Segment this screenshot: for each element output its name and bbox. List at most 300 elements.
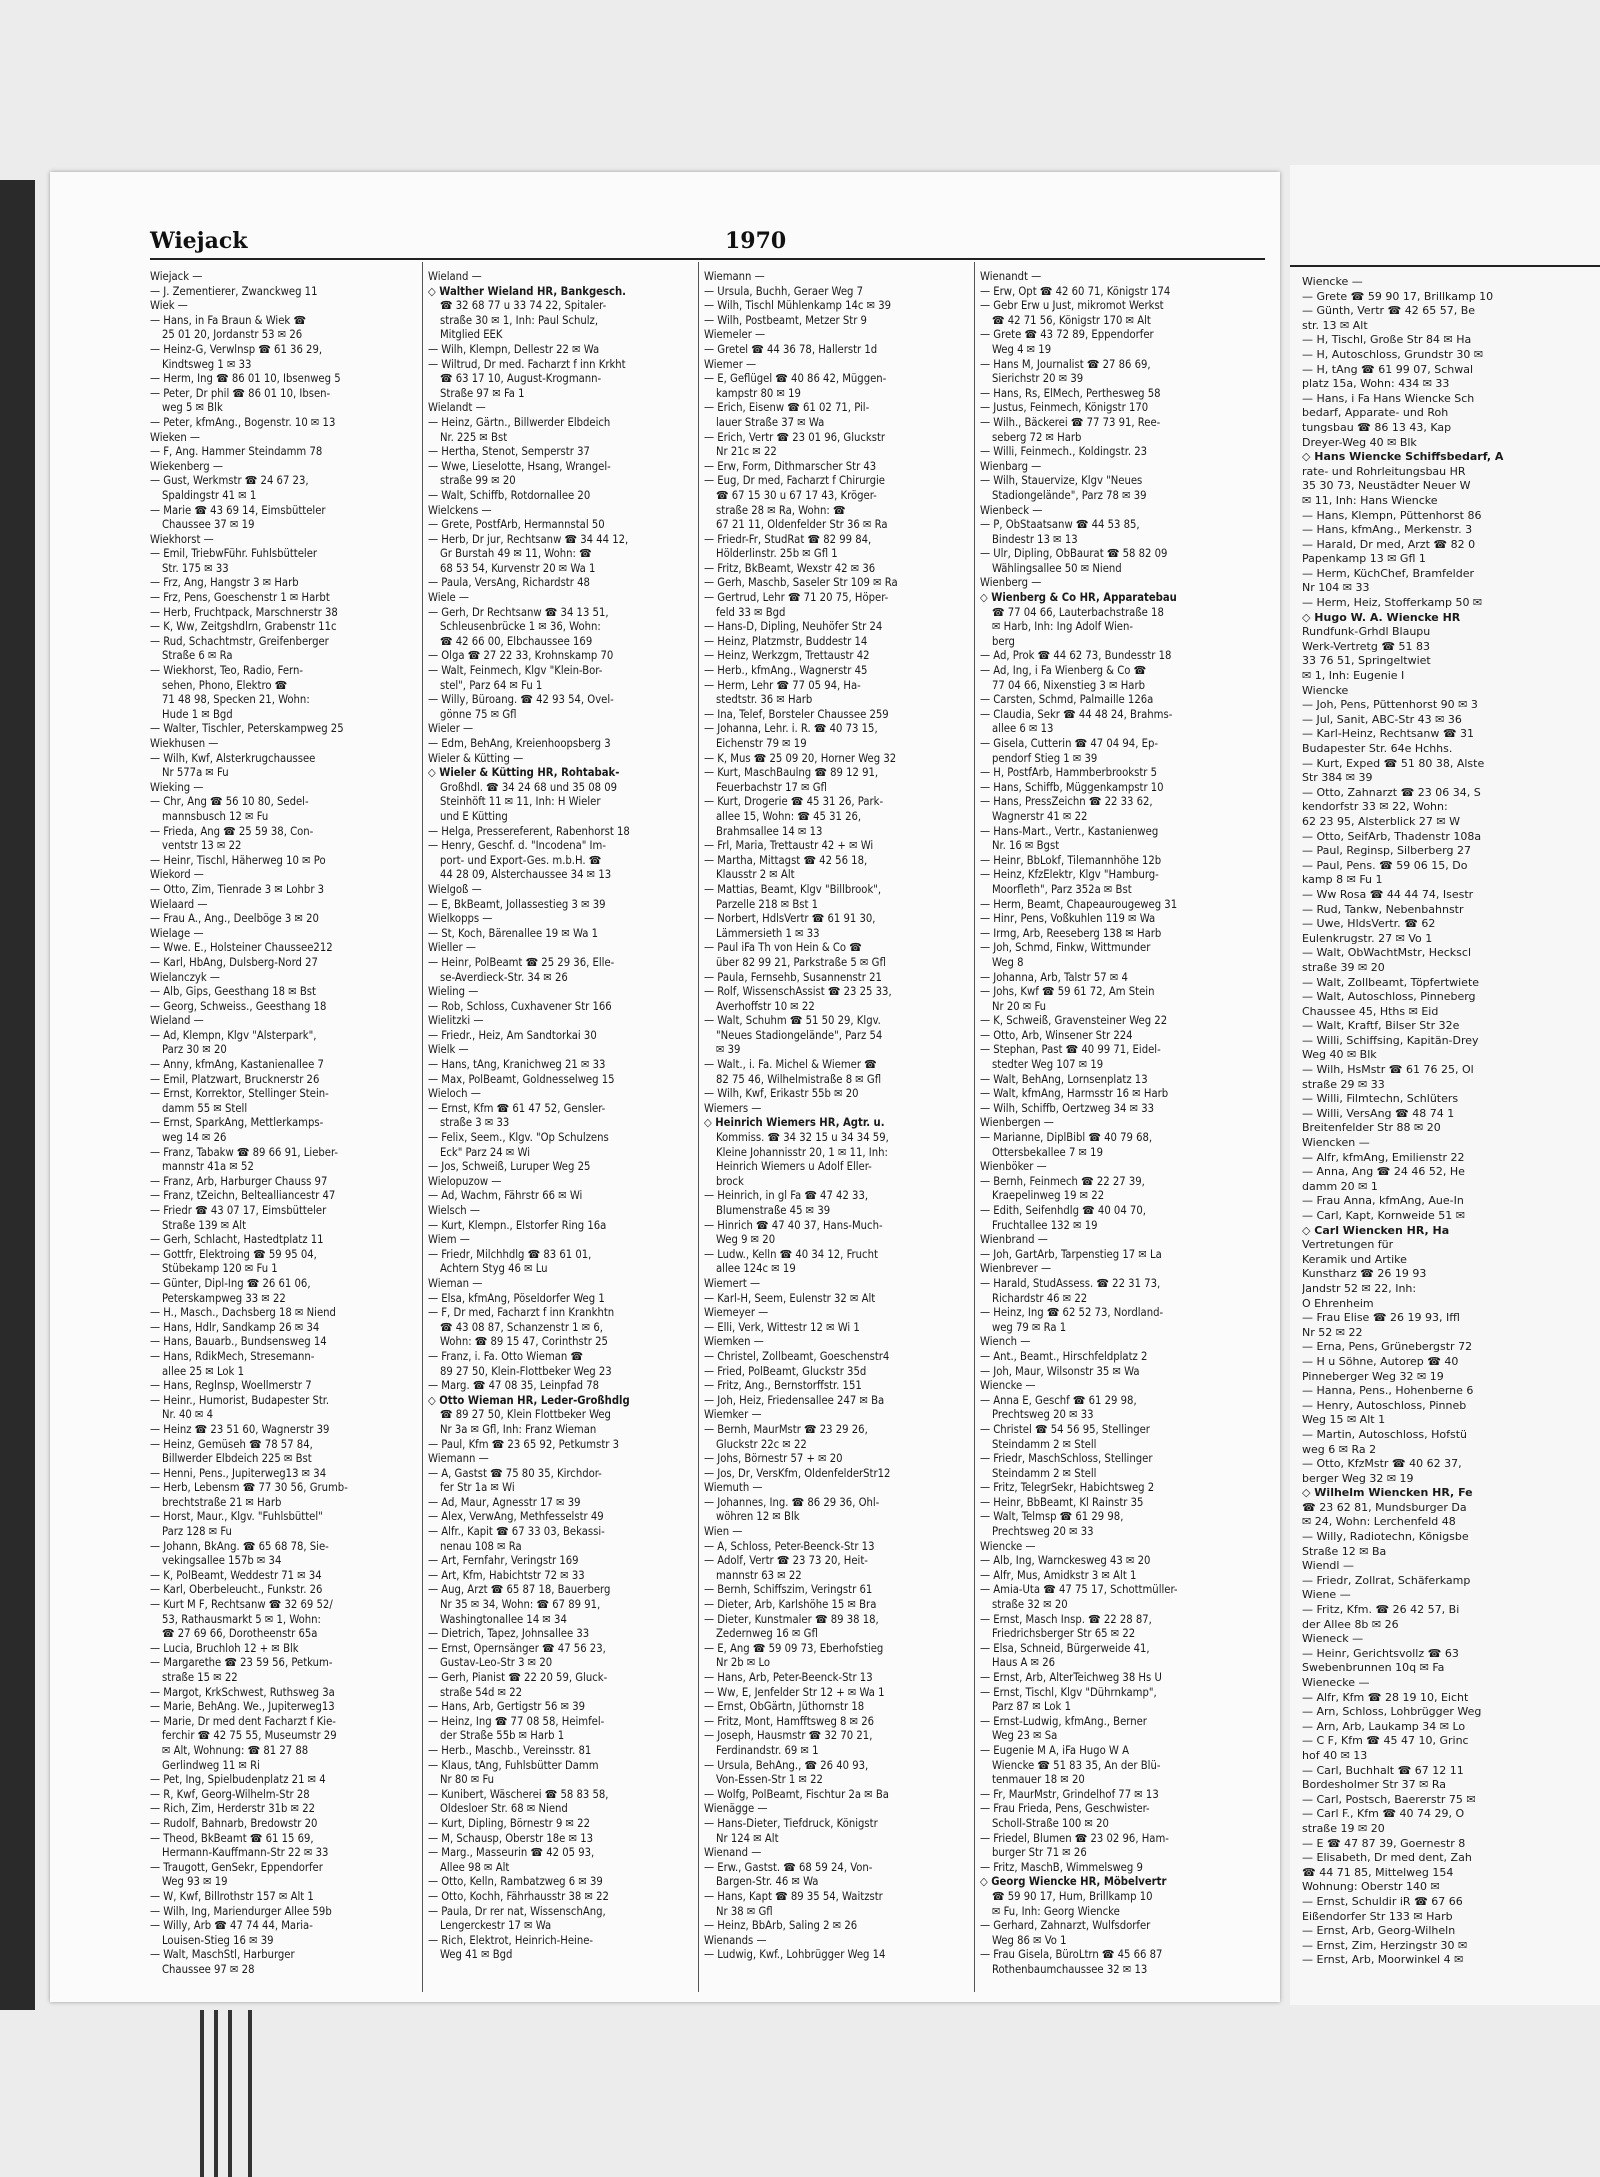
directory-entry: — Heinz, Ing ☎ 62 52 73, Nordland- [980,1306,1164,1320]
directory-entry: — Ernst, Opernsänger ☎ 47 56 23, [428,1641,606,1655]
directory-entry: — Johs, Kwf ☎ 59 61 72, Am Stein [980,985,1155,999]
directory-entry: vekingsallee 157b ✉ 34 [162,1554,282,1568]
directory-entry: — Marg. ☎ 47 08 35, Leinpfad 78 [428,1379,600,1393]
directory-entry: — Fritz, TelegrSekr, Habichtsweg 2 [980,1481,1155,1495]
surname-heading: Wieller — [428,941,476,955]
directory-entry: Gluckstr 22c ✉ 22 [716,1437,807,1451]
directory-entry: — Heinz, Gemüseh ☎ 78 57 84, [150,1437,313,1451]
directory-entry: — Bernh, Schiffszim, Veringstr 61 [704,1583,873,1597]
directory-entry: Kunstharz ☎ 26 19 93 [1302,1267,1427,1281]
surname-heading: Wielckens — [428,503,492,517]
directory-entry: Lengerckestr 17 ✉ Wa [440,1919,552,1933]
directory-entry: — Hanna, Pens., Hohenberne 6 [1302,1384,1474,1398]
directory-entry: Breitenfelder Str 88 ✉ 20 [1302,1121,1441,1135]
directory-entry: — Hans, kfmAng., Merkenstr. 3 [1302,523,1473,537]
directory-entry: Brahmsallee 14 ✉ 13 [716,824,823,838]
directory-entry: — Alfr, Mus, Amidkstr 3 ✉ Alt 1 [980,1568,1137,1582]
directory-entry: — Johanna, Lehr. i. R. ☎ 40 73 15, [704,722,878,736]
directory-entry: Eißendorfer Str 133 ✉ Harb [1302,1909,1453,1923]
directory-entry: — Rich, Zim, Herderstr 31b ✉ 22 [150,1802,316,1816]
directory-entry: — Ernst, Arb, AlterTeichweg 38 Hs U [980,1671,1162,1684]
directory-entry: — Dieter, Arb, Karlshöhe 15 ✉ Bra [704,1598,877,1612]
directory-entry: Gr Burstah 49 ✉ 11, Wohn: ☎ [440,547,592,561]
directory-entry: — Martin, Autoschloss, Hofstü [1302,1427,1468,1441]
directory-entry: 68 53 54, Kurvenstr 20 ✉ Wa 1 [440,561,596,575]
directory-entry: Wiencken — [1302,1136,1370,1150]
directory-entry: — Ursula, Buchh, Geraer Weg 7 [704,284,864,298]
directory-entry: ✉ 1, Inh: Eugenie I [1302,669,1405,683]
directory-entry: — Ad, Klempn, Klgv "Alsterpark", [150,1028,317,1042]
surname-heading: Wien — [704,1525,743,1539]
directory-entry: Weg 86 ✉ Vo 1 [992,1933,1067,1947]
directory-entry: ☎ 42 66 00, Elbchaussee 169 [440,634,593,648]
directory-entry: — Paul, Pens. ☎ 59 06 15, Do [1302,858,1468,872]
directory-entry: 35 30 73, Neustädter Neuer W [1302,479,1471,493]
directory-entry: — Willi, VersAng ☎ 48 74 1 [1302,1106,1455,1120]
directory-entry: — Hertha, Stenot, Semperstr 37 [428,445,590,459]
directory-entry: — Frau Frieda, Pens, Geschwister- [980,1802,1150,1816]
directory-entry: ◇ Otto Wieman HR, Leder-Großhdlg [428,1393,630,1407]
directory-entry: — Chr, Ang ☎ 56 10 80, Sedel- [150,795,309,809]
directory-entry: Klausstr 2 ✉ Alt [716,868,795,882]
directory-entry: Wiencke [1302,683,1349,697]
surname-heading: Wielsch — [428,1204,480,1217]
directory-entry: Hölderlinstr. 25b ✉ Gfl 1 [716,547,838,561]
surname-heading: Wieking — [150,780,204,794]
surname-heading: Wiekord — [150,868,204,882]
directory-entry: brock [716,1174,744,1188]
directory-entry: — Friedr, Milchhdlg ☎ 83 61 01, [428,1247,592,1261]
directory-entry: — Franz, i. Fa. Otto Wieman ☎ [428,1349,584,1363]
directory-entry: — K, Mus ☎ 25 09 20, Horner Weg 32 [704,751,897,765]
directory-entry: Hermann-Kauffmann-Str 22 ✉ 33 [162,1846,329,1860]
directory-entry: — Heinz-G, Verwlnsp ☎ 61 36 29, [150,342,323,356]
directory-entry: straße 99 ✉ 20 [440,474,516,488]
directory-entry: Nr. 40 ✉ 4 [162,1408,214,1422]
directory-entry: — Willi, Schiffsing, Kapitän-Drey [1302,1033,1479,1047]
directory-entry: Chaussee 37 ✉ 19 [162,518,255,532]
directory-entry: — Edith, Seifenhdlg ☎ 40 04 70, [980,1204,1146,1217]
directory-entry: — Herb, Lebensm ☎ 77 30 56, Grumb- [150,1481,348,1495]
directory-entry: Zedernweg 16 ✉ Gfl [716,1627,818,1641]
directory-entry: — Claudia, Sekr ☎ 44 48 24, Brahms- [980,707,1173,721]
directory-entry: Eck" Parz 24 ✉ Wi [440,1145,531,1159]
directory-entry: — Ernst, Arb, Moorwinkel 4 ✉ [1302,1953,1464,1967]
directory-entry: — Stephan, Past ☎ 40 99 71, Eidel- [980,1043,1161,1057]
directory-entry: Nr 124 ✉ Alt [716,1831,779,1845]
directory-entry: — Horst, Maur., Klgv. "Fuhlsbüttel" [150,1510,323,1524]
directory-entry: straße 30 ✉ 1, Inh: Paul Schulz, [440,313,599,327]
directory-entry: — Hans-D, Dipling, Neuhöfer Str 24 [704,620,883,634]
directory-entry: — Christel ☎ 54 56 95, Stellinger [980,1422,1150,1436]
directory-entry: — Elisabeth, Dr med dent, Zah [1302,1851,1472,1865]
directory-entry: — H, tAng ☎ 61 99 07, Schwal [1302,362,1474,376]
directory-entry: Gustav-Leo-Str 3 ✉ 20 [440,1656,553,1670]
directory-entry: — Hans, RdikMech, Stresemann- [150,1349,315,1363]
directory-entry: — Art, Kfm, Habichtstr 72 ✉ 33 [428,1568,585,1582]
directory-entry: Ferdinandstr. 69 ✉ 1 [716,1743,819,1757]
directory-entry: straße 29 ✉ 33 [1302,1077,1385,1091]
directory-entry: — Norbert, HdlsVertr ☎ 61 91 30, [704,912,876,926]
directory-entry: — Paula, VersAng, Richardstr 48 [428,576,590,590]
directory-entry: — Karl-H, Seem, Eulenstr 32 ✉ Alt [704,1291,876,1305]
directory-entry: — Friedr., Heiz, Am Sandtorkai 30 [428,1028,597,1042]
directory-entry: — Walt, Schuhm ☎ 51 50 29, Klgv. [704,1014,881,1028]
directory-entry: kamp 8 ✉ Fu 1 [1302,873,1383,887]
directory-entry: — Fritz, MaschB, Wimmelsweg 9 [980,1860,1143,1874]
directory-entry: bedarf, Apparate- und Roh [1302,406,1449,420]
directory-entry: Wiencke — [1302,275,1363,288]
directory-entry: — Joh, Schmd, Finkw, Wittmunder [980,941,1151,955]
directory-entry: — K, Ww, Zeitgshdlrn, Grabenstr 11c [150,620,337,634]
directory-entry: — Otto, Zahnarzt ☎ 23 06 34, S [1302,785,1481,799]
directory-entry: — Ad, Wachm, Fährstr 66 ✉ Wi [428,1189,583,1203]
directory-entry: — Alb, Gips, Geesthang 18 ✉ Bst [150,985,316,999]
directory-entry: — Frau Elise ☎ 26 19 93, Iffl [1302,1311,1460,1325]
directory-entry: — Walt, MaschStl, Harburger [150,1948,295,1962]
directory-entry: — Herm, Beamt, Chapeaurougeweg 31 [980,897,1178,911]
directory-entry: — Frieda, Ang ☎ 25 59 38, Con- [150,824,314,838]
directory-entry: wöhren 12 ✉ Blk [716,1510,800,1524]
directory-entry: 53, Rathausmarkt 5 ✉ 1, Wohn: [162,1612,321,1626]
directory-entry: — Wwe. E., Holsteiner Chaussee212 [150,941,333,955]
directory-entry: — Heinr, BbBeamt, Kl Rainstr 35 [980,1495,1144,1509]
directory-entry: — Wilh, Kwf, Erikastr 55b ✉ 20 [704,1087,859,1101]
directory-entry: hof 40 ✉ 13 [1302,1748,1368,1762]
directory-entry: Heinrich Wiemers u Adolf Eller- [716,1160,872,1174]
directory-entry: — Gretel ☎ 44 36 78, Hallerstr 1d [704,342,878,356]
directory-entry: — Ludwig, Kwf., Lohbrügger Weg 14 [704,1948,886,1962]
directory-column-4 [980,270,1245,1990]
directory-entry: — A, Schloss, Peter-Beenck-Str 13 [704,1539,875,1553]
directory-entry: — Frz, Ang, Hangstr 3 ✉ Harb [150,576,299,590]
directory-entry: Straße 97 ✉ Fa 1 [440,386,525,400]
directory-entry: stedter Weg 107 ✉ 19 [992,1058,1104,1072]
directory-entry: — Rudolf, Bahnarb, Bredowstr 20 [150,1816,318,1830]
directory-entry: — Heinr., Humorist, Budapester Str. [150,1393,330,1407]
directory-entry: — Henry, Autoschloss, Pinneb [1302,1398,1467,1412]
page-header [150,228,1260,262]
directory-entry: gönne 75 ✉ Gfl [440,707,517,721]
directory-entry: — Paul iFa Th von Hein & Co ☎ [704,941,862,955]
directory-entry: — Theod, BkBeamt ☎ 61 15 69, [150,1831,314,1845]
directory-entry: der Allee 8b ✉ 26 [1302,1617,1399,1631]
directory-entry: — Rud, Tankw, Nebenbahnstr [1302,902,1464,916]
directory-entry: damm 55 ✉ Stell [162,1101,248,1115]
directory-entry: Stübekamp 120 ✉ Fu 1 [162,1262,278,1276]
directory-entry: Wagnerstr 41 ✉ 22 [992,809,1088,823]
directory-entry: — Walt, Telmsp ☎ 61 29 98, [980,1510,1124,1524]
directory-entry: — Heinr, PolBeamt ☎ 25 29 36, Elle- [428,955,615,969]
directory-entry: — Fritz, Kfm. ☎ 26 42 57, Bi [1302,1603,1460,1617]
directory-entry: — Hans, in Fa Braun & Wiek ☎ [150,313,306,327]
column-divider [422,262,423,1992]
directory-entry: — Wilh., Bäckerei ☎ 77 73 91, Ree- [980,415,1161,429]
directory-entry: weg 14 ✉ 26 [162,1131,227,1145]
directory-entry: Str. 175 ✉ 33 [162,561,229,575]
directory-entry: — Gertrud, Lehr ☎ 71 20 75, Höper- [704,591,889,605]
directory-entry: Fruchtallee 132 ✉ 19 [992,1218,1098,1232]
directory-entry: — Arn, Schloss, Lohbrügger Weg [1302,1705,1482,1719]
directory-entry: — Hans, Rs, ElMech, Perthesweg 58 [980,386,1161,400]
directory-entry: — H u Söhne, Autorep ☎ 40 [1302,1354,1459,1368]
directory-entry: — Walt, Feinmech, Klgv "Klein-Bor- [428,664,603,678]
directory-entry: rate- und Rohrleitungsbau HR [1302,464,1466,478]
directory-entry: Hude 1 ✉ Bgd [162,707,233,721]
running-head-name: Wiejack [150,228,248,254]
directory-entry: berger Weg 32 ✉ 19 [1302,1471,1414,1485]
directory-entry: 25 01 20, Jordanstr 53 ✉ 26 [162,328,303,342]
directory-entry: Wieneck — [1302,1632,1364,1646]
surname-heading: Wieler & Kütting — [428,751,524,765]
surname-heading: Wienands — [704,1933,767,1947]
directory-entry: — Kurt, MaschBaulng ☎ 89 12 91, [704,766,879,780]
directory-entry: Wiene — [1302,1588,1351,1602]
directory-entry: — Ernst, Kfm ☎ 61 47 52, Gensler- [428,1101,606,1115]
directory-entry: Straße 12 ✉ Ba [1302,1544,1387,1558]
directory-entry: Wiendl — [1302,1559,1354,1573]
directory-entry: — Frau Anna, kfmAng, Aue-In [1302,1194,1464,1208]
directory-entry: — E, Ang ☎ 59 09 73, Eberhofstieg [704,1641,884,1655]
surname-heading: Wieling — [428,985,479,999]
directory-entry: — Rud, Schachtmstr, Greifenberger [150,634,329,648]
directory-entry: sehen, Phono, Elektro ☎ [162,678,288,692]
directory-entry: — E, BkBeamt, Jollassestieg 3 ✉ 39 [428,897,606,911]
directory-entry: — Art, Fernfahr, Veringstr 169 [428,1554,579,1568]
directory-entry: — Johann, BkAng. ☎ 65 68 78, Sie- [150,1539,329,1553]
directory-entry: Weg 40 ✉ Blk [1302,1048,1377,1062]
directory-entry: — Paul, Kfm ☎ 23 65 92, Petkumstr 3 [428,1437,620,1451]
directory-entry: — K, Schweiß, Gravensteiner Weg 22 [980,1014,1168,1028]
directory-entry: — Joseph, Hausmstr ☎ 32 70 21, [704,1729,873,1743]
surname-heading: Wiekenberg — [150,459,223,473]
directory-entry: Nr 20 ✉ Fu [992,999,1047,1013]
directory-entry: Kraepelinweg 19 ✉ 22 [992,1189,1105,1203]
directory-entry: — Hans-Mart., Vertr., Kastanienweg [980,824,1159,838]
surname-heading: Wielage — [150,926,204,940]
directory-entry: allee 25 ✉ Lok 1 [162,1364,244,1378]
surname-heading: Wiemeyer — [704,1306,769,1320]
directory-entry: — Hinrich ☎ 47 40 37, Hans-Much- [704,1218,883,1232]
directory-entry: — Gerh, Pianist ☎ 22 20 59, Gluck- [428,1671,608,1684]
directory-entry: ☎ 27 69 66, Dorotheenstr 65a [162,1627,318,1641]
directory-entry: — Heinrich, in gl Fa ☎ 47 42 33, [704,1189,869,1203]
directory-entry: Friedrichsberger Str 65 ✉ 22 [992,1627,1136,1641]
directory-entry: — Justus, Feinmech, Königstr 170 [980,401,1149,415]
directory-entry: — Gisela, Cutterin ☎ 47 04 94, Ep- [980,737,1158,750]
directory-entry: — Uwe, HldsVertr. ☎ 62 [1302,917,1436,931]
directory-entry: — Johs, Börnestr 57 + ✉ 20 [704,1452,843,1466]
directory-entry: — Herb, Fruchtpack, Marschnerstr 38 [150,605,338,619]
directory-entry: — Ad, Maur, Agnesstr 17 ✉ 39 [428,1495,581,1509]
directory-entry: — Dietrich, Tapez, Johnsallee 33 [428,1627,590,1641]
directory-entry: "Neues Stadiongelände", Parz 54 [716,1028,883,1042]
directory-entry: — H., Masch., Dachsberg 18 ✉ Niend [150,1306,336,1320]
directory-entry: — Traugott, GenSekr, Eppendorfer [150,1860,323,1874]
directory-entry: — Helga, Pressereferent, Rabenhorst 18 [428,824,630,838]
directory-entry: — Willy, Büroang. ☎ 42 93 54, Ovel- [428,693,614,707]
directory-entry: — Herm, Lehr ☎ 77 05 94, Ha- [704,678,861,692]
directory-entry: — Olga ☎ 27 22 33, Krohnskamp 70 [428,649,614,663]
directory-entry: stedtstr. 36 ✉ Harb [716,693,813,707]
directory-entry: Louisen-Stieg 16 ✉ 39 [162,1933,274,1947]
directory-entry: Wiencke ☎ 51 83 35, An der Blü- [992,1758,1161,1772]
directory-entry: ventstr 13 ✉ 22 [162,839,242,853]
directory-entry: ☎ 59 90 17, Hum, Brillkamp 10 [992,1889,1153,1903]
directory-entry: ◇ Hans Wiencke Schiffsbedarf, A [1302,450,1504,464]
directory-entry: — Karl, Oberbeleucht., Funkstr. 26 [150,1583,323,1597]
directory-entry: lauer Straße 37 ✉ Wa [716,415,825,429]
directory-entry: — Lucia, Bruchloh 12 + ✉ Blk [150,1641,299,1655]
directory-entry: — Wilh, Kwf, Alsterkrugchaussee [150,751,316,765]
directory-entry: — Jos, Schweiß, Luruper Weg 25 [428,1160,591,1174]
directory-entry: — Johanna, Arb, Talstr 57 ✉ 4 [980,970,1128,984]
directory-entry: 44 28 09, Alsterchaussee 34 ✉ 13 [440,868,612,882]
directory-entry: — H, PostfArb, Hammberbrookstr 5 [980,766,1157,780]
directory-entry: — Harald, StudAssess. ☎ 22 31 73, [980,1276,1161,1290]
directory-entry: — Max, PolBeamt, Goldnesselweg 15 [428,1072,615,1086]
directory-entry: — Erna, Pens, Grünebergstr 72 [1302,1340,1473,1354]
directory-entry: Großhdl. ☎ 34 24 68 und 35 08 09 [440,780,618,794]
directory-entry: Wienecke — [1302,1676,1370,1689]
directory-entry: — Friedr-Fr, StudRat ☎ 82 99 84, [704,532,872,546]
directory-entry: ◇ Wienberg & Co HR, Apparatebau [980,591,1177,605]
directory-entry: ◇ Heinrich Wiemers HR, Agtr. u. [704,1116,885,1130]
directory-entry: Chaussee 97 ✉ 28 [162,1962,255,1976]
directory-entry: Weg 4 ✉ 19 [992,342,1052,356]
directory-entry: — Joh, Maur, Wilsonstr 35 ✉ Wa [980,1364,1140,1378]
directory-entry: — Hans, Arb, Gertigstr 56 ✉ 39 [428,1700,586,1714]
directory-entry: — Elsa, Schneid, Bürgerweide 41, [980,1641,1150,1655]
directory-entry: — E, Geflügel ☎ 40 86 42, Müggen- [704,372,887,386]
directory-entry: — Franz, tZeichn, Beltealliancestr 47 [150,1189,336,1203]
directory-entry: — Klaus, tAng, Fuhlsbütter Damm [428,1758,599,1772]
directory-entry: Dreyer-Weg 40 ✉ Blk [1302,435,1417,449]
directory-entry: — Hans, Reglnsp, Woellmerstr 7 [150,1379,312,1393]
directory-entry: — W, Kwf, Billrothstr 157 ✉ Alt 1 [150,1889,314,1903]
directory-entry: 67 21 11, Oldenfelder Str 36 ✉ Ra [716,518,888,532]
directory-entry: — Fritz, Ang., Bernstorffstr. 151 [704,1379,862,1393]
directory-entry: — Emil, TriebwFühr. Fuhlsbütteler [150,547,318,561]
directory-entry: — Ww Rosa ☎ 44 44 74, Isestr [1302,887,1474,901]
directory-entry: — Heinz, Werkzgm, Trettaustr 42 [704,649,870,663]
directory-entry: Achtern Styg 46 ✉ Lu [440,1262,548,1276]
directory-entry: — Ernst, SparkAng, Mettlerkamps- [150,1116,324,1130]
directory-entry: straße 19 ✉ 20 [1302,1821,1385,1835]
directory-entry: ✉ Alt, Wohnung: ☎ 81 27 88 [162,1743,309,1757]
directory-entry: Bordesholmer Str 37 ✉ Ra [1302,1778,1447,1792]
directory-entry: platz 15a, Wohn: 434 ✉ 33 [1302,377,1450,391]
directory-entry: — Ernst, Korrektor, Stellinger Stein- [150,1087,329,1101]
directory-entry: — Grete, PostfArb, Hermannstal 50 [428,518,605,532]
directory-entry: Weg 93 ✉ 19 [162,1875,228,1889]
directory-entry: Nr. 16 ✉ Bgst [992,839,1060,853]
directory-entry: — Erich, Vertr ☎ 23 01 96, Gluckstr [704,430,886,444]
directory-entry: — M, Schausp, Oberstr 18e ✉ 13 [428,1831,594,1845]
directory-entry: — Wwe, Lieselotte, Hsang, Wrangel- [428,459,611,473]
directory-entry: — Gerhard, Zahnarzt, Wulfsdorfer [980,1919,1151,1933]
directory-entry: Eichenstr 79 ✉ 19 [716,737,807,750]
directory-entry: — F, Ang. Hammer Steindamm 78 [150,445,323,459]
directory-entry: — Willy, Radiotechn, Königsbe [1302,1530,1469,1544]
directory-entry: Schleusenbrücke 1 ✉ 36, Wohn: [440,620,601,634]
surname-heading: Wielk — [428,1043,469,1057]
surname-heading: Wieman — [428,1276,483,1290]
surname-heading: Wielanczyk — [150,970,220,984]
directory-entry: — Herb., Maschb., Vereinsstr. 81 [428,1743,592,1757]
directory-entry: ◇ Walther Wieland HR, Bankgesch. [428,284,626,298]
directory-entry: — Anny, kfmAng, Kastanienallee 7 [150,1058,324,1072]
directory-entry: Von-Essen-Str 1 ✉ 22 [716,1773,823,1787]
surname-heading: Wienbeck — [980,503,1043,517]
directory-entry: — Eug, Dr med, Facharzt f Chirurgie [704,474,885,488]
directory-entry: — Hans, Arb, Peter-Beenck-Str 13 [704,1671,873,1684]
directory-entry: allee 124c ✉ 19 [716,1262,796,1276]
directory-entry: Prechtsweg 20 ✉ 33 [992,1408,1094,1422]
surname-heading: Wiemeler — [704,328,766,342]
directory-entry: str. 13 ✉ Alt [1302,318,1368,332]
directory-entry: ☎ 23 62 81, Mundsburger Da [1302,1500,1467,1514]
directory-entry: — Walter, Tischler, Peterskampweg 25 [150,722,344,736]
directory-entry: — Wiltrud, Dr med. Facharzt f inn Krkht [428,357,626,371]
directory-entry: — Alb, Ing, Warnckesweg 43 ✉ 20 [980,1554,1151,1568]
directory-entry: Washingtonallee 14 ✉ 34 [440,1612,567,1626]
directory-entry: — Alex, VerwAng, Methfesselstr 49 [428,1510,604,1524]
directory-entry: Allee 98 ✉ Alt [440,1860,510,1874]
directory-entry: — Walt, Kraftf, Bilser Str 32e [1302,1019,1460,1033]
directory-entry: — Dieter, Kunstmaler ☎ 89 38 18, [704,1612,879,1626]
directory-entry: — Elsa, kfmAng, Pöseldorfer Weg 1 [428,1291,605,1305]
directory-entry: Gerlindweg 11 ✉ Ri [162,1758,260,1772]
directory-entry: Nr 38 ✉ Gfl [716,1904,773,1918]
directory-entry: — Alfr., Kapit ☎ 67 33 03, Bekassi- [428,1525,605,1539]
directory-entry: — K, PolBeamt, Weddestr 71 ✉ 34 [150,1568,322,1582]
directory-entry: — Georg, Schweiss., Geesthang 18 [150,999,327,1013]
directory-entry: — Anna E, Geschf ☎ 61 29 98, [980,1393,1137,1407]
directory-entry: Weg 15 ✉ Alt 1 [1302,1413,1386,1427]
directory-entry: Weg 8 [992,955,1024,969]
directory-entry: — Grete ☎ 43 72 89, Eppendorfer [980,328,1154,342]
directory-entry: mannsbusch 12 ✉ Fu [162,809,269,823]
directory-entry: — Carl, Buchhalt ☎ 67 12 11 [1302,1763,1464,1777]
directory-entry: — Jos, Dr, VersKfm, OldenfelderStr12 [704,1466,891,1480]
directory-entry: ferchir ☎ 42 75 55, Museumstr 29 [162,1729,337,1743]
directory-entry: Parz 87 ✉ Lok 1 [992,1700,1071,1714]
directory-entry: — Hans, PressZeichn ☎ 22 33 62, [980,795,1153,809]
surname-heading: Wiemer — [704,357,757,371]
directory-entry: — Joh, GartArb, Tarpenstieg 17 ✉ La [980,1247,1162,1261]
directory-entry: — Frl, Maria, Trettaustr 42 + ✉ Wi [704,839,874,853]
directory-entry: über 82 99 21, Parkstraße 5 ✉ Gfl [716,955,886,969]
directory-entry: weg 5 ✉ Blk [162,401,223,415]
directory-entry: ◇ Carl Wiencken HR, Ha [1302,1223,1450,1237]
surname-heading: Wiemert — [704,1276,761,1290]
directory-entry: allee 15, Wohn: ☎ 45 31 26, [716,809,862,823]
directory-entry: — Erw, Form, Dithmarscher Str 43 [704,459,877,473]
directory-entry: — Fritz, Mont, Hamfftsweg 8 ✉ 26 [704,1714,875,1728]
directory-entry: — Ernst, Arb, Georg-Wilheln [1302,1924,1456,1938]
directory-entry: — Wilh, HsMstr ☎ 61 76 25, Ol [1302,1063,1474,1077]
directory-entry: — Erw., Gastst. ☎ 68 59 24, Von- [704,1860,873,1874]
surname-heading: Wieloch — [428,1087,481,1101]
directory-entry: — Heinz, Gärtn., Billwerder Elbdeich [428,415,611,429]
directory-entry: Straße 6 ✉ Ra [162,649,233,663]
directory-entry: ☎ 32 68 77 u 33 74 22, Spitaler- [440,299,607,313]
directory-entry: — Hans, tAng, Kranichweg 21 ✉ 33 [428,1058,606,1072]
directory-entry: — Ernst-Ludwig, kfmAng., Berner [980,1714,1147,1728]
directory-entry: Nr 52 ✉ 22 [1302,1325,1363,1339]
adjacent-header-rule [1290,265,1600,267]
